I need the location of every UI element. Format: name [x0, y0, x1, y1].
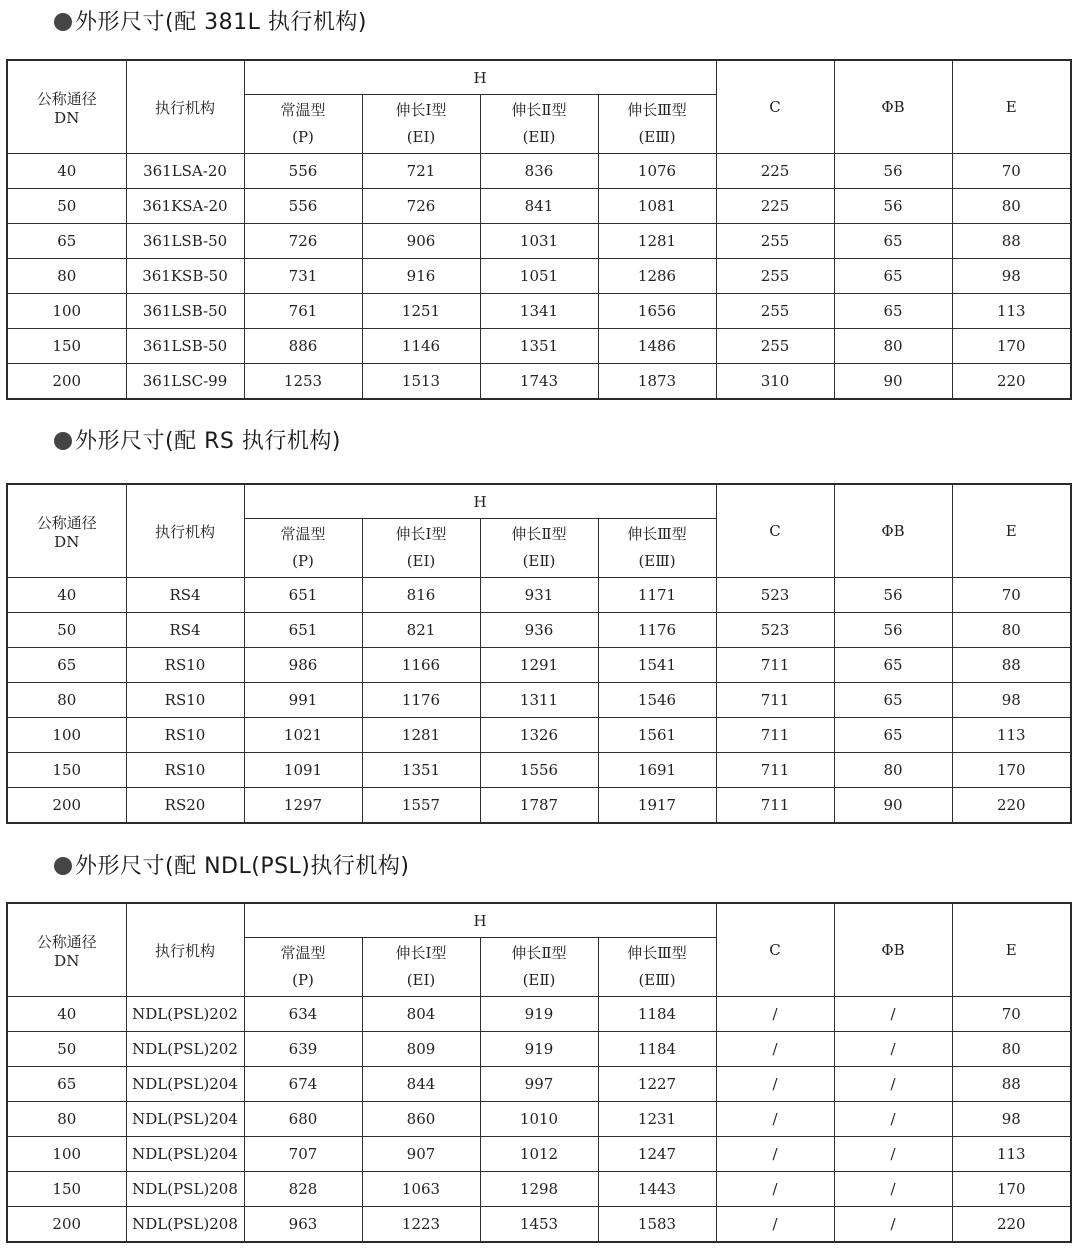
cell-actuator: NDL(PSL)208 [126, 1207, 244, 1243]
cell-c: 711 [716, 788, 834, 824]
cell-dn: 65 [7, 224, 126, 259]
cell-h-e3: 1176 [598, 613, 716, 648]
table-row [7, 683, 1071, 718]
cell-h-e2: 1012 [480, 1137, 598, 1172]
cell-h-e2: 1010 [480, 1102, 598, 1137]
cell-h-e1: 860 [362, 1102, 480, 1137]
cell-c: / [716, 1207, 834, 1243]
cell-actuator: RS20 [126, 788, 244, 824]
cell-h-e1: 1513 [362, 364, 480, 400]
cell-actuator: 361KSA-20 [126, 189, 244, 224]
cell-c: 255 [716, 259, 834, 294]
cell-e: 88 [952, 1067, 1071, 1102]
cell-actuator: NDL(PSL)204 [126, 1102, 244, 1137]
cell-h-e3: 1486 [598, 329, 716, 364]
header-h-e1: 伸长Ⅰ型 (EⅠ) [362, 938, 480, 997]
section-title-text: 外形尺寸(配 381L 执行机构) [75, 10, 367, 35]
cell-h-e3: 1917 [598, 788, 716, 824]
cell-h-p: 1091 [244, 753, 362, 788]
header-h-p: 常温型 (P) [244, 938, 362, 997]
cell-c: 255 [716, 329, 834, 364]
cell-h-e2: 1743 [480, 364, 598, 400]
cell-c: / [716, 1067, 834, 1102]
cell-h-p: 991 [244, 683, 362, 718]
cell-h-p: 726 [244, 224, 362, 259]
cell-h-p: 828 [244, 1172, 362, 1207]
cell-h-e3: 1546 [598, 683, 716, 718]
cell-phi-b: 65 [834, 294, 952, 329]
header-h-e2: 伸长Ⅱ型 (EⅡ) [480, 938, 598, 997]
cell-h-e2: 997 [480, 1067, 598, 1102]
cell-h-e2: 931 [480, 578, 598, 613]
cell-e: 170 [952, 1172, 1071, 1207]
table-row [7, 1172, 1071, 1207]
cell-h-e2: 1453 [480, 1207, 598, 1243]
header-c: C [716, 60, 834, 154]
header-phi-b: ΦB [834, 60, 952, 154]
cell-h-e1: 1176 [362, 683, 480, 718]
bullet-icon [54, 857, 72, 875]
cell-e: 170 [952, 753, 1071, 788]
cell-phi-b: 56 [834, 189, 952, 224]
cell-phi-b: 90 [834, 788, 952, 824]
cell-h-e3: 1171 [598, 578, 716, 613]
table-row [7, 224, 1071, 259]
cell-c: / [716, 1137, 834, 1172]
header-h-e1: 伸长Ⅰ型 (EⅠ) [362, 95, 480, 154]
table-row [7, 1032, 1071, 1067]
cell-h-p: 556 [244, 154, 362, 189]
cell-dn: 80 [7, 683, 126, 718]
cell-e: 220 [952, 364, 1071, 400]
cell-e: 70 [952, 154, 1071, 189]
table-row [7, 648, 1071, 683]
cell-h-e1: 1166 [362, 648, 480, 683]
cell-c: 255 [716, 294, 834, 329]
table-row [7, 189, 1071, 224]
cell-actuator: 361LSA-20 [126, 154, 244, 189]
cell-actuator: 361LSB-50 [126, 329, 244, 364]
cell-actuator: 361LSB-50 [126, 224, 244, 259]
cell-h-e1: 1557 [362, 788, 480, 824]
section-title-text: 外形尺寸(配 RS 执行机构) [75, 429, 341, 454]
cell-h-e3: 1247 [598, 1137, 716, 1172]
cell-e: 113 [952, 718, 1071, 753]
header-dn: 公称通径 DN [7, 903, 126, 997]
cell-e: 70 [952, 578, 1071, 613]
cell-h-e2: 1787 [480, 788, 598, 824]
cell-h-e3: 1286 [598, 259, 716, 294]
header-dn: 公称通径 DN [7, 60, 126, 154]
cell-h-e2: 1291 [480, 648, 598, 683]
section-title-rs [54, 427, 341, 457]
cell-actuator: NDL(PSL)202 [126, 1032, 244, 1067]
cell-h-p: 634 [244, 997, 362, 1032]
cell-actuator: 361LSC-99 [126, 364, 244, 400]
header-c: C [716, 903, 834, 997]
table-row [7, 1102, 1071, 1137]
cell-dn: 100 [7, 1137, 126, 1172]
cell-actuator: RS10 [126, 683, 244, 718]
header-e: E [952, 903, 1071, 997]
header-actuator: 执行机构 [126, 60, 244, 154]
cell-h-e1: 1146 [362, 329, 480, 364]
cell-h-e3: 1561 [598, 718, 716, 753]
table-row [7, 788, 1071, 824]
header-h-e1: 伸长Ⅰ型 (EⅠ) [362, 519, 480, 578]
cell-h-p: 1021 [244, 718, 362, 753]
cell-h-e1: 804 [362, 997, 480, 1032]
table-row [7, 364, 1071, 400]
cell-phi-b: 56 [834, 613, 952, 648]
cell-h-e2: 836 [480, 154, 598, 189]
cell-dn: 40 [7, 154, 126, 189]
table-row [7, 1207, 1071, 1243]
cell-h-e3: 1443 [598, 1172, 716, 1207]
section-title-text: 外形尺寸(配 NDL(PSL)执行机构) [75, 854, 410, 879]
header-h-e3: 伸长Ⅲ型 (EⅢ) [598, 95, 716, 154]
cell-h-e3: 1691 [598, 753, 716, 788]
cell-actuator: RS10 [126, 753, 244, 788]
cell-dn: 100 [7, 294, 126, 329]
cell-h-e1: 821 [362, 613, 480, 648]
cell-c: 711 [716, 683, 834, 718]
cell-h-e2: 919 [480, 1032, 598, 1067]
table-row [7, 997, 1071, 1032]
cell-dn: 65 [7, 648, 126, 683]
bullet-icon [54, 432, 72, 450]
cell-actuator: NDL(PSL)208 [126, 1172, 244, 1207]
header-h-p: 常温型 (P) [244, 95, 362, 154]
cell-h-e1: 1251 [362, 294, 480, 329]
table-row [7, 259, 1071, 294]
header-h-e2: 伸长Ⅱ型 (EⅡ) [480, 95, 598, 154]
cell-h-e2: 1326 [480, 718, 598, 753]
cell-phi-b: 80 [834, 753, 952, 788]
section-title-381l [54, 8, 367, 38]
cell-h-e3: 1873 [598, 364, 716, 400]
cell-e: 88 [952, 648, 1071, 683]
cell-h-p: 731 [244, 259, 362, 294]
cell-h-e1: 906 [362, 224, 480, 259]
cell-phi-b: / [834, 1207, 952, 1243]
cell-phi-b: / [834, 1032, 952, 1067]
cell-e: 220 [952, 788, 1071, 824]
cell-h-e3: 1541 [598, 648, 716, 683]
cell-h-e1: 916 [362, 259, 480, 294]
cell-phi-b: 80 [834, 329, 952, 364]
cell-h-e3: 1184 [598, 997, 716, 1032]
header-dn: 公称通径 DN [7, 484, 126, 578]
cell-e: 88 [952, 224, 1071, 259]
cell-h-e2: 1298 [480, 1172, 598, 1207]
cell-c: 225 [716, 154, 834, 189]
cell-c: 225 [716, 189, 834, 224]
cell-phi-b: / [834, 1172, 952, 1207]
cell-h-p: 1253 [244, 364, 362, 400]
table-row [7, 1067, 1071, 1102]
cell-h-e1: 907 [362, 1137, 480, 1172]
cell-e: 98 [952, 683, 1071, 718]
cell-h-e3: 1231 [598, 1102, 716, 1137]
cell-h-e1: 721 [362, 154, 480, 189]
header-h-e3: 伸长Ⅲ型 (EⅢ) [598, 938, 716, 997]
header-h: H [244, 60, 716, 95]
cell-dn: 200 [7, 1207, 126, 1243]
cell-phi-b: / [834, 1067, 952, 1102]
cell-h-p: 556 [244, 189, 362, 224]
cell-e: 98 [952, 1102, 1071, 1137]
cell-dn: 65 [7, 1067, 126, 1102]
cell-dn: 40 [7, 997, 126, 1032]
cell-c: / [716, 997, 834, 1032]
cell-h-e2: 841 [480, 189, 598, 224]
cell-h-e3: 1184 [598, 1032, 716, 1067]
header-h-e3: 伸长Ⅲ型 (EⅢ) [598, 519, 716, 578]
cell-h-e1: 809 [362, 1032, 480, 1067]
cell-dn: 100 [7, 718, 126, 753]
cell-phi-b: 56 [834, 154, 952, 189]
table-row [7, 1137, 1071, 1172]
table-row [7, 154, 1071, 189]
cell-e: 113 [952, 1137, 1071, 1172]
cell-h-e3: 1076 [598, 154, 716, 189]
cell-h-e3: 1281 [598, 224, 716, 259]
bullet-icon [54, 13, 72, 31]
header-e: E [952, 484, 1071, 578]
cell-phi-b: / [834, 997, 952, 1032]
cell-actuator: 361KSB-50 [126, 259, 244, 294]
cell-dn: 200 [7, 788, 126, 824]
table-row [7, 578, 1071, 613]
cell-phi-b: / [834, 1102, 952, 1137]
cell-phi-b: 65 [834, 259, 952, 294]
cell-h-p: 963 [244, 1207, 362, 1243]
cell-dn: 80 [7, 259, 126, 294]
cell-c: / [716, 1032, 834, 1067]
cell-dn: 150 [7, 753, 126, 788]
cell-h-p: 674 [244, 1067, 362, 1102]
cell-dn: 50 [7, 613, 126, 648]
cell-c: 523 [716, 578, 834, 613]
table-row [7, 613, 1071, 648]
cell-h-p: 651 [244, 613, 362, 648]
cell-e: 220 [952, 1207, 1071, 1243]
cell-e: 98 [952, 259, 1071, 294]
cell-e: 80 [952, 189, 1071, 224]
cell-c: / [716, 1172, 834, 1207]
cell-h-p: 1297 [244, 788, 362, 824]
dimensions-table-ndl-psl [6, 902, 1072, 1243]
cell-h-p: 707 [244, 1137, 362, 1172]
cell-h-e1: 1281 [362, 718, 480, 753]
cell-h-e1: 726 [362, 189, 480, 224]
header-e: E [952, 60, 1071, 154]
cell-dn: 200 [7, 364, 126, 400]
cell-h-e2: 1031 [480, 224, 598, 259]
cell-e: 113 [952, 294, 1071, 329]
cell-e: 80 [952, 1032, 1071, 1067]
cell-phi-b: 65 [834, 648, 952, 683]
header-actuator: 执行机构 [126, 903, 244, 997]
cell-phi-b: 65 [834, 224, 952, 259]
dimensions-table-381l [6, 59, 1072, 400]
cell-actuator: RS10 [126, 718, 244, 753]
header-h: H [244, 903, 716, 938]
cell-actuator: NDL(PSL)204 [126, 1067, 244, 1102]
header-phi-b: ΦB [834, 903, 952, 997]
cell-e: 70 [952, 997, 1071, 1032]
cell-actuator: NDL(PSL)202 [126, 997, 244, 1032]
header-h: H [244, 484, 716, 519]
cell-dn: 50 [7, 189, 126, 224]
cell-dn: 150 [7, 329, 126, 364]
cell-h-e2: 1556 [480, 753, 598, 788]
cell-h-e2: 1311 [480, 683, 598, 718]
cell-h-e2: 1341 [480, 294, 598, 329]
cell-h-e1: 844 [362, 1067, 480, 1102]
cell-h-p: 651 [244, 578, 362, 613]
cell-c: 255 [716, 224, 834, 259]
cell-h-e2: 919 [480, 997, 598, 1032]
cell-c: 310 [716, 364, 834, 400]
cell-h-e2: 936 [480, 613, 598, 648]
cell-h-e2: 1051 [480, 259, 598, 294]
header-c: C [716, 484, 834, 578]
header-h-p: 常温型 (P) [244, 519, 362, 578]
table-row [7, 718, 1071, 753]
cell-phi-b: 65 [834, 718, 952, 753]
table-row [7, 753, 1071, 788]
header-phi-b: ΦB [834, 484, 952, 578]
cell-c: 711 [716, 753, 834, 788]
cell-h-p: 761 [244, 294, 362, 329]
cell-phi-b: 65 [834, 683, 952, 718]
cell-h-p: 680 [244, 1102, 362, 1137]
table-row [7, 329, 1071, 364]
cell-c: 711 [716, 648, 834, 683]
cell-h-e2: 1351 [480, 329, 598, 364]
header-actuator: 执行机构 [126, 484, 244, 578]
cell-h-e3: 1227 [598, 1067, 716, 1102]
cell-h-e3: 1583 [598, 1207, 716, 1243]
section-title-ndl-psl [54, 852, 409, 882]
cell-actuator: RS4 [126, 613, 244, 648]
cell-h-e1: 816 [362, 578, 480, 613]
cell-h-e1: 1223 [362, 1207, 480, 1243]
cell-h-p: 986 [244, 648, 362, 683]
table-row [7, 294, 1071, 329]
cell-dn: 80 [7, 1102, 126, 1137]
dimensions-table-rs [6, 483, 1072, 824]
cell-e: 80 [952, 613, 1071, 648]
cell-dn: 40 [7, 578, 126, 613]
cell-actuator: RS10 [126, 648, 244, 683]
cell-c: 523 [716, 613, 834, 648]
cell-h-p: 886 [244, 329, 362, 364]
header-h-e2: 伸长Ⅱ型 (EⅡ) [480, 519, 598, 578]
cell-dn: 150 [7, 1172, 126, 1207]
cell-h-p: 639 [244, 1032, 362, 1067]
cell-actuator: 361LSB-50 [126, 294, 244, 329]
cell-h-e1: 1351 [362, 753, 480, 788]
cell-h-e1: 1063 [362, 1172, 480, 1207]
cell-c: 711 [716, 718, 834, 753]
cell-c: / [716, 1102, 834, 1137]
cell-phi-b: 56 [834, 578, 952, 613]
cell-phi-b: 90 [834, 364, 952, 400]
cell-h-e3: 1656 [598, 294, 716, 329]
cell-phi-b: / [834, 1137, 952, 1172]
cell-actuator: NDL(PSL)204 [126, 1137, 244, 1172]
cell-h-e3: 1081 [598, 189, 716, 224]
cell-dn: 50 [7, 1032, 126, 1067]
cell-actuator: RS4 [126, 578, 244, 613]
cell-e: 170 [952, 329, 1071, 364]
